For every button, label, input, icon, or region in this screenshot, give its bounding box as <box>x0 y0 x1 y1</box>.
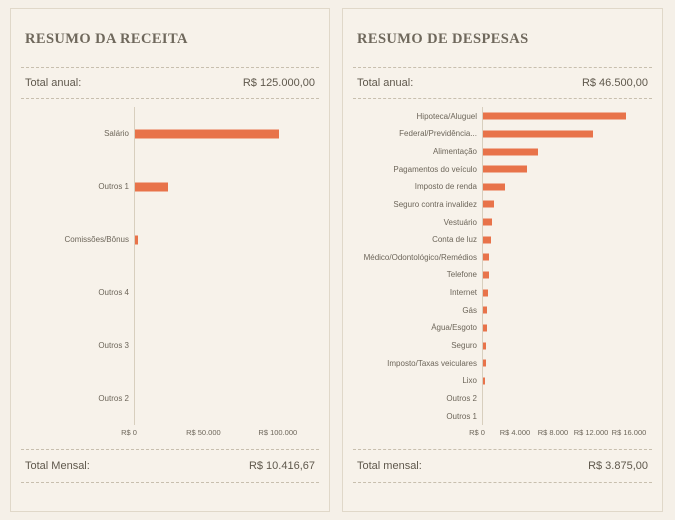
bar-row <box>353 160 648 178</box>
axis-tick-label: R$ 4.000 <box>499 428 531 437</box>
bar <box>483 113 626 120</box>
bar-category-label: Médico/Odontológico/Remédios <box>363 252 477 262</box>
bar-row <box>353 407 648 425</box>
income-x-axis-ticks <box>121 428 315 442</box>
bar-row <box>353 178 648 196</box>
bar-category-label: Salário <box>104 129 129 139</box>
expenses-monthly-total-label: Total mensal: <box>357 460 422 472</box>
bar-row <box>353 196 648 214</box>
bar-track <box>134 213 315 266</box>
expenses-bar-rows <box>353 107 648 425</box>
axis-tick-label: R$ 12.000 <box>573 428 609 437</box>
income-monthly-total-label: Total Mensal: <box>25 460 90 472</box>
bar <box>483 307 487 314</box>
expenses-monthly-total-row <box>343 450 662 482</box>
bar-row <box>21 372 315 425</box>
bar-track <box>482 407 648 425</box>
bar-row <box>21 319 315 372</box>
expenses-annual-total-value: R$ 46.500,00 <box>581 77 648 90</box>
bar-track <box>482 249 648 267</box>
bar-row <box>353 337 648 355</box>
income-bar-chart <box>21 107 315 445</box>
axis-tick-label: R$ 0 <box>469 428 485 437</box>
bar-track <box>482 301 648 319</box>
bar-track <box>482 372 648 390</box>
income-annual-total-row <box>11 68 329 98</box>
bar-row <box>21 266 315 319</box>
bar-track <box>134 160 315 213</box>
bar <box>483 342 486 349</box>
expenses-summary-panel <box>342 8 663 512</box>
bar-category-label: Gás <box>462 305 477 315</box>
bar <box>135 182 168 191</box>
bar <box>483 236 491 243</box>
bar-row <box>353 231 648 249</box>
bar-track <box>482 107 648 125</box>
bar-category-label: Outros 1 <box>446 411 477 421</box>
bar <box>483 377 485 384</box>
bar-category-label: Federal/Previdência... <box>399 129 477 139</box>
bar <box>135 129 279 138</box>
expenses-monthly-total-value: R$ 3.875,00 <box>588 460 648 472</box>
bar <box>483 271 489 278</box>
bar <box>483 166 527 173</box>
bar <box>483 148 538 155</box>
income-annual-total-value: R$ 125.000,00 <box>242 77 315 90</box>
income-x-axis <box>21 425 315 445</box>
bar-row <box>21 160 315 213</box>
bar-row <box>353 249 648 267</box>
bar-category-label: Telefone <box>446 270 477 280</box>
bar-category-label: Outros 1 <box>98 182 129 192</box>
bar-track <box>134 107 315 160</box>
expenses-x-axis <box>353 425 648 445</box>
bar <box>483 183 505 190</box>
bar-row <box>353 143 648 161</box>
bar-row <box>353 372 648 390</box>
income-monthly-total-row <box>11 450 329 482</box>
bar-track <box>482 178 648 196</box>
axis-tick-label: R$ 100.000 <box>258 428 298 437</box>
bar-row <box>353 319 648 337</box>
bar-category-label: Comissões/Bônus <box>64 235 129 245</box>
axis-tick-label: R$ 8.000 <box>537 428 569 437</box>
income-monthly-total-value: R$ 10.416,67 <box>248 460 315 472</box>
bar-category-label: Hipoteca/Aluguel <box>416 111 477 121</box>
bar-row <box>353 284 648 302</box>
bar-track <box>482 319 648 337</box>
bar-category-label: Alimentação <box>432 147 477 156</box>
bar-category-label: Seguro <box>451 341 477 351</box>
bar-track <box>482 390 648 408</box>
bar-row <box>353 213 648 231</box>
bar-track <box>482 143 648 161</box>
income-chart-area <box>11 99 329 449</box>
bar-track <box>482 354 648 372</box>
expenses-panel-title: RESUMO DE DESPESAS <box>357 30 529 47</box>
expenses-annual-total-row <box>343 68 662 98</box>
expenses-annual-total-label: Total anual: <box>357 77 414 90</box>
bar-category-label: Outros 2 <box>98 394 129 404</box>
income-bar-rows <box>21 107 315 425</box>
income-panel-title: RESUMO DA RECEITA <box>25 30 188 47</box>
bar-row <box>353 301 648 319</box>
bar-track <box>482 266 648 284</box>
bar <box>483 201 494 208</box>
bar-category-label: Outros 4 <box>98 288 129 298</box>
bar-row <box>21 213 315 266</box>
bar-row <box>353 390 648 408</box>
bar-category-label: Conta de luz <box>432 235 477 245</box>
bar-category-label: Vestuário <box>443 217 477 227</box>
expenses-x-axis-ticks <box>469 428 648 442</box>
bar <box>483 130 593 137</box>
bar-category-label: Pagamentos do veículo <box>393 164 477 174</box>
bar-track <box>134 372 315 425</box>
bar-category-label: Imposto de renda <box>414 182 477 192</box>
axis-tick-label: R$ 16.000 <box>611 428 647 437</box>
bar <box>483 324 487 331</box>
bar-track <box>482 231 648 249</box>
bar-row <box>353 125 648 143</box>
expenses-bar-chart <box>353 107 648 445</box>
bar-track <box>482 125 648 143</box>
income-annual-total-label: Total anual: <box>25 77 82 90</box>
bar-category-label: Internet <box>449 288 477 298</box>
bar-track <box>482 337 648 355</box>
bar <box>483 289 488 296</box>
bar-category-label: Imposto/Taxas veiculares <box>387 358 477 368</box>
bar-track <box>482 196 648 214</box>
bar <box>483 360 486 367</box>
bar <box>483 219 492 226</box>
bar <box>135 235 138 244</box>
bar-track <box>134 266 315 319</box>
axis-tick-label: R$ 50.000 <box>186 428 221 437</box>
bar-row <box>353 354 648 372</box>
expenses-chart-area <box>343 99 662 449</box>
bar-category-label: Lixo <box>462 376 477 386</box>
bar-category-label: Outros 2 <box>446 393 477 403</box>
bar-row <box>353 107 648 125</box>
bar-category-label: Seguro contra invalidez <box>393 199 477 209</box>
bar-category-label: Outros 3 <box>98 341 129 351</box>
axis-tick-label: R$ 0 <box>121 428 137 437</box>
bar <box>483 254 489 261</box>
bar-row <box>21 107 315 160</box>
bar-track <box>482 213 648 231</box>
bar-row <box>353 266 648 284</box>
bar-track <box>482 284 648 302</box>
bar-track <box>482 160 648 178</box>
bar-track <box>134 319 315 372</box>
bar-category-label: Água/Esgoto <box>431 323 477 333</box>
income-summary-panel <box>10 8 330 512</box>
